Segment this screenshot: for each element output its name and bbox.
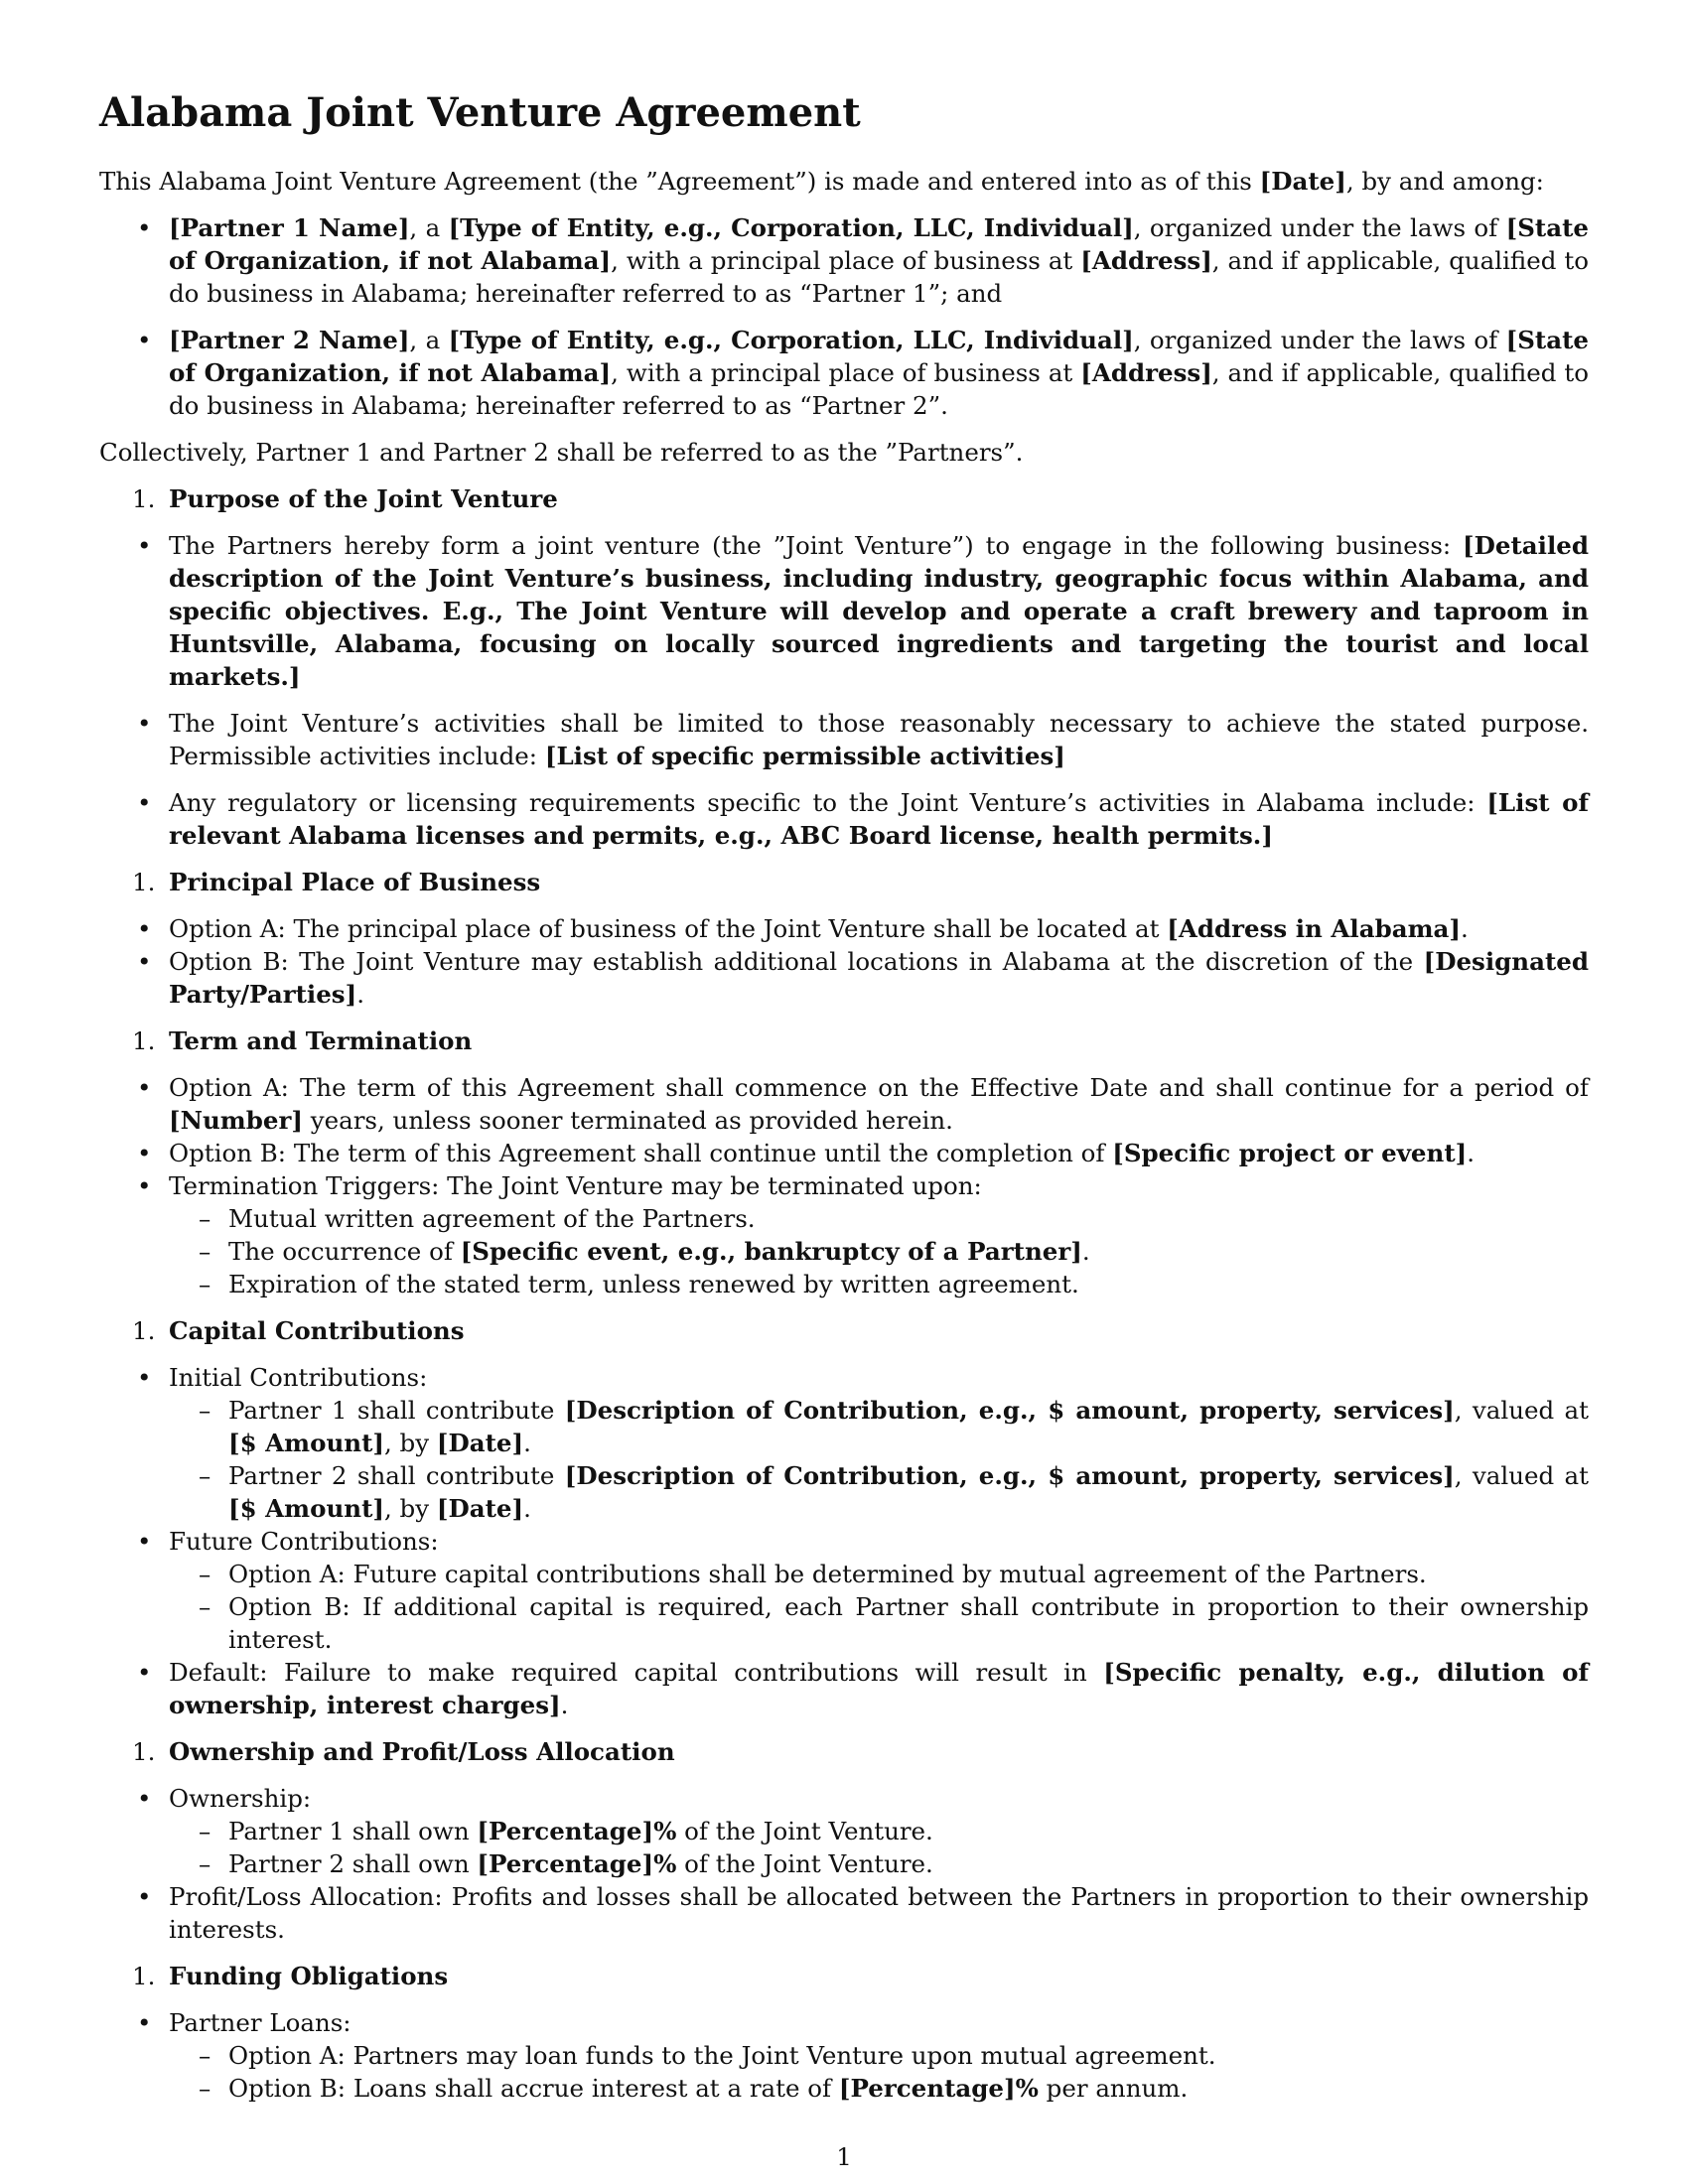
section-heading-term: 1. Term and Termination	[132, 1026, 473, 1055]
purpose-list	[99, 529, 1589, 852]
section-heading-purpose: 1. Purpose of the Joint Venture	[132, 484, 558, 513]
list-item: – Option B: If additional capital is required, each Partner shall contribute in proportion to their ownership interest.	[169, 1590, 1589, 1656]
section-heading-capital: 1. Capital Contributions	[132, 1316, 465, 1345]
list-item: – Partner 1 shall contribute [Description of Contribution, e.g., $ amount, property, services], valued at [$ Amount], by [Date].	[169, 1394, 1589, 1459]
list-item: • Option A: The principal place of business of the Joint Venture shall be located at [Address in Alabama].	[99, 912, 1589, 945]
date-placeholder: [Date]	[1259, 167, 1346, 196]
list-item: • The Partners hereby form a joint venture (the ”Joint Venture”) to engage in the following business: [Detailed description of the Joint Venture’s business, including industry, geographic focus within Alabama, and specific objectives. E.g., The Joint Venture will develop and operate a craft brewery and taproom in Huntsville, Alabama, focusing on locally sourced ingredients and targeting the tourist and local markets.]	[99, 529, 1589, 693]
list-item: • Option A: The term of this Agreement shall commence on the Effective Date and shall continue for a period of [Number] years, unless sooner terminated as provided herein.	[99, 1071, 1589, 1137]
list-item: – Option A: Partners may loan funds to the Joint Venture upon mutual agreement.	[169, 2039, 1589, 2072]
document-page	[99, 87, 1589, 2118]
term-list	[99, 1071, 1589, 1300]
section-heading-funding: 1. Funding Obligations	[132, 1962, 449, 1990]
document-title: Alabama Joint Venture Agreement	[99, 89, 861, 136]
partner-2-item: • [Partner 2 Name], a [Type of Entity, e.g., Corporation, LLC, Individual], organized under the laws of [State of Organization, if not Alabama], with a principal place of business at [Address], and if applicable, qualified to do business in Alabama; hereinafter referred to as “Partner 2”.	[99, 324, 1589, 422]
list-item: • Initial Contributions: – Partner 1 shall contribute [Description of Contribution, e.g., $ amount, property, services], valued at [$ Amount], by [Date]. – Partner 2 shall contribute [Description of Contribution, e.g., $ amount, property, services], valued at [$ Amount], by [Date].	[99, 1361, 1589, 1525]
termination-triggers-list	[169, 1202, 1589, 1300]
list-item: – Mutual written agreement of the Partners.	[169, 1202, 1589, 1235]
list-item: – Option B: Loans shall accrue interest at a rate of [Percentage]% per annum.	[169, 2072, 1589, 2105]
place-list	[99, 912, 1589, 1011]
capital-list	[99, 1361, 1589, 1721]
section-heading-place: 1. Principal Place of Business	[132, 868, 541, 896]
list-item: – Partner 2 shall own [Percentage]% of the Joint Venture.	[169, 1847, 1589, 1880]
list-item: – Partner 1 shall own [Percentage]% of the Joint Venture.	[169, 1815, 1589, 1847]
collectively-paragraph: Collectively, Partner 1 and Partner 2 shall be referred to as the ”Partners”.	[99, 438, 1024, 467]
list-item: – Option A: Future capital contributions shall be determined by mutual agreement of the Partners.	[169, 1558, 1589, 1590]
partner-list	[99, 211, 1589, 422]
list-item: • Default: Failure to make required capital contributions will result in [Specific penalty, e.g., dilution of ownership, interest charges].	[99, 1656, 1589, 1721]
list-item: • Termination Triggers: The Joint Venture may be terminated upon: – Mutual written agreement of the Partners. – The occurrence of [Specific event, e.g., bankruptcy of a Partner]. – Expiration of the stated term, unless renewed by written agreement.	[99, 1169, 1589, 1300]
ownership-shares-list	[169, 1815, 1589, 1880]
list-item: • Option B: The term of this Agreement shall continue until the completion of [Specific project or event].	[99, 1137, 1589, 1169]
list-item: • Any regulatory or licensing requirements specific to the Joint Venture’s activities in Alabama include: [List of relevant Alabama licenses and permits, e.g., ABC Board license, health permits.]	[99, 786, 1589, 852]
page-number: 1	[836, 2142, 852, 2171]
ownership-list	[99, 1782, 1589, 1946]
intro-paragraph: This Alabama Joint Venture Agreement (the ”Agreement”) is made and entered into as of this [Date], by and among:	[99, 167, 1544, 196]
list-item: – Expiration of the stated term, unless renewed by written agreement.	[169, 1268, 1589, 1300]
list-item: • Profit/Loss Allocation: Profits and losses shall be allocated between the Partners in proportion to their ownership interests.	[99, 1880, 1589, 1946]
partner-1-item: • [Partner 1 Name], a [Type of Entity, e.g., Corporation, LLC, Individual], organized under the laws of [State of Organization, if not Alabama], with a principal place of business at [Address], and if applicable, qualified to do business in Alabama; hereinafter referred to as “Partner 1”; and	[99, 211, 1589, 310]
partner-loans-list	[169, 2039, 1589, 2105]
list-item: – Partner 2 shall contribute [Description of Contribution, e.g., $ amount, property, services], valued at [$ Amount], by [Date].	[169, 1459, 1589, 1525]
initial-contributions-list	[169, 1394, 1589, 1525]
list-item: • Future Contributions: – Option A: Future capital contributions shall be determined by mutual agreement of the Partners. – Option B: If additional capital is required, each Partner shall contribute in proportion to their ownership interest.	[99, 1525, 1589, 1656]
list-item: • The Joint Venture’s activities shall be limited to those reasonably necessary to achieve the stated purpose. Permissible activities include: [List of specific permissible activities]	[99, 707, 1589, 772]
list-item: • Option B: The Joint Venture may establish additional locations in Alabama at the discretion of the [Designated Party/Parties].	[99, 945, 1589, 1011]
list-item: • Partner Loans: – Option A: Partners may loan funds to the Joint Venture upon mutual agreement. – Option B: Loans shall accrue interest at a rate of [Percentage]% per annum.	[99, 2006, 1589, 2105]
section-heading-ownership: 1. Ownership and Profit/Loss Allocation	[132, 1737, 675, 1766]
list-item: – The occurrence of [Specific event, e.g., bankruptcy of a Partner].	[169, 1235, 1589, 1268]
list-item: • Ownership: – Partner 1 shall own [Percentage]% of the Joint Venture. – Partner 2 shall own [Percentage]% of the Joint Venture.	[99, 1782, 1589, 1880]
future-contributions-list	[169, 1558, 1589, 1656]
funding-list	[99, 2006, 1589, 2105]
